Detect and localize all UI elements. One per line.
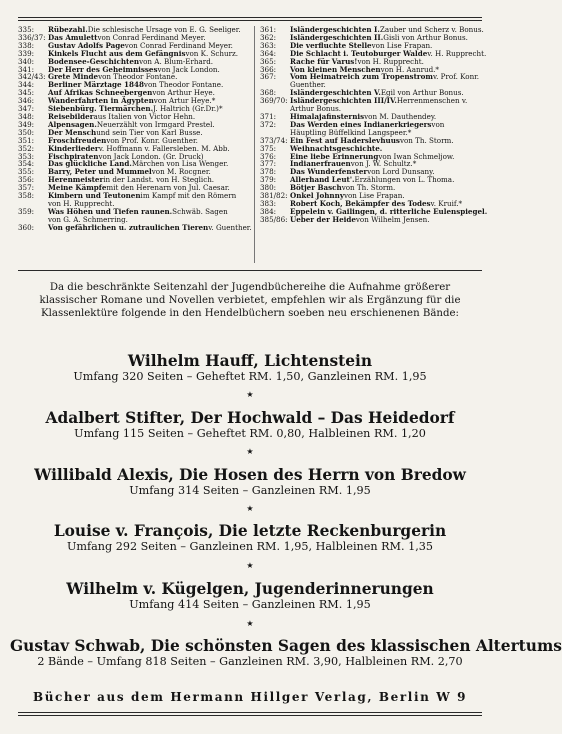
catalog-title: Bodensee-Geschichten xyxy=(48,56,140,66)
catalog-title: Vom Heimatreich zum Tropenstrom xyxy=(290,72,433,82)
catalog-details: und sein Tier von Karl Busse. xyxy=(96,127,203,137)
catalog-details: Erzählungen von L. Thoma. xyxy=(354,175,455,185)
bottom-rule xyxy=(18,712,482,713)
catalog-title: Die Schlacht i. Teutoburger Walde xyxy=(290,48,428,58)
catalog-title: Gustav Adolfs Page xyxy=(48,40,125,50)
catalog-number: 372: xyxy=(260,119,277,129)
catalog-number: 358: xyxy=(18,191,35,201)
catalog-details: von Lise Frapan. xyxy=(371,40,433,50)
catalog-details: v. Kruif.* xyxy=(430,198,463,208)
book-title: Adalbert Stifter, Der Hochwald – Das Heidedorf xyxy=(45,409,455,427)
catalog-number: 361: xyxy=(260,25,277,34)
catalog-number: 347: xyxy=(18,104,35,114)
catalog-title: Allerhand Leut'. xyxy=(290,175,355,185)
catalog-number: 344: xyxy=(18,80,35,90)
separator-star: ★ xyxy=(246,561,254,570)
book-details: Umfang 320 Seiten – Geheftet RM. 1,50, Ganzleinen RM. 1,95 xyxy=(73,370,427,383)
catalog-title: Kinderlieder xyxy=(48,143,99,153)
catalog-title: Ein Fest auf Haderslevhuus xyxy=(290,135,400,145)
catalog-title: Isländergeschichten II. xyxy=(290,32,384,42)
catalog-number: 345: xyxy=(18,88,35,98)
catalog-number: 356: xyxy=(18,175,35,185)
featured-book xyxy=(10,522,490,554)
column-divider xyxy=(254,26,255,263)
catalog-number: 336/37: xyxy=(18,32,46,42)
catalog-title: Von gefährlichen u. zutraulichen Tieren xyxy=(48,222,209,232)
catalog-details: Die schlesische Ursage von E. G. Seeliger. xyxy=(87,25,241,34)
catalog-number: 349: xyxy=(18,119,35,129)
catalog-number: 369/70: xyxy=(260,96,288,106)
catalog-title: Meine Kämpfe xyxy=(48,183,107,193)
catalog-details: von xyxy=(431,119,445,129)
catalog-number: 365: xyxy=(260,56,277,66)
catalog-details: von Lise Frapan. xyxy=(343,191,405,201)
catalog-title: Herenmeister xyxy=(48,175,104,185)
catalog-details: Herrenmenschen v. xyxy=(396,96,468,106)
catalog-details: Schwäb. Sagen xyxy=(172,206,228,216)
catalog-title: Alpensagen. xyxy=(48,119,97,129)
catalog-title: Das Wunderfenster xyxy=(290,167,368,177)
catalog-title: Isländergeschichten V. xyxy=(290,88,381,98)
book-details: Umfang 314 Seiten – Ganzleinen RM. 1,95 xyxy=(129,484,371,497)
catalog-number: 352: xyxy=(18,143,35,153)
catalog-number: 376: xyxy=(260,151,277,161)
catalog-title: Von kleinen Menschen xyxy=(290,64,381,74)
catalog-column-left xyxy=(18,26,250,232)
catalog-title: Himalajafinsternis xyxy=(290,111,365,121)
catalog-details: von Prof. Konr. Guenther. xyxy=(106,135,198,145)
catalog-title: Berliner Märztage 1848 xyxy=(48,80,144,90)
catalog-details: von M. Dauthendey. xyxy=(364,111,437,121)
catalog-title: Das Amulett xyxy=(48,32,98,42)
catalog-entry xyxy=(18,224,250,232)
catalog-number: 341: xyxy=(18,64,35,74)
book-details: 2 Bände – Umfang 818 Seiten – Ganzleinen RM. 3,90, Halbleinen RM. 2,70 xyxy=(37,655,463,668)
catalog-details: von A. Blum-Erhard. xyxy=(139,56,214,66)
catalog-title: Onkel Johnny xyxy=(290,191,344,201)
catalog-details: von Th. Storm. xyxy=(399,135,454,145)
catalog-details: von Iwan Schmeljow. xyxy=(378,151,455,161)
catalog-title: Indianerfrauen xyxy=(290,159,351,169)
catalog-number: 383: xyxy=(260,198,277,208)
catalog-number: 364: xyxy=(260,48,277,58)
catalog-number: 357: xyxy=(18,183,35,193)
book-title: Willibald Alexis, Die Hosen des Herrn von Bredow xyxy=(34,466,466,484)
catalog-column-right xyxy=(260,25,488,224)
catalog-details: v. Hoffmann v. Fallersleben. M. Abb. xyxy=(98,143,230,153)
catalog-details: von Jack London. xyxy=(157,64,220,74)
catalog-title: Bötjer Basch xyxy=(290,183,342,193)
catalog-details: aus Italien von Victor Hehn. xyxy=(93,111,196,121)
catalog-details: mit den Herenarn von Jul. Caesar. xyxy=(106,183,230,193)
catalog-number: 340: xyxy=(18,56,35,66)
catalog-number: 346: xyxy=(18,96,35,106)
catalog-details: in der Landst. von H. Steglich. xyxy=(103,175,215,185)
catalog-details: v. Prof. Konr. xyxy=(432,72,480,82)
catalog-number: 371: xyxy=(260,111,277,121)
catalog-details: Gisli von Arthur Bonus. xyxy=(383,32,468,42)
catalog-title: Ueber der Heide xyxy=(290,214,356,224)
catalog-details: von Lord Dunsany. xyxy=(367,167,435,177)
catalog-title: Was Höhen und Tiefen raunen. xyxy=(48,206,173,216)
catalog-title: Siebenbürg. Tiermärchen. xyxy=(48,104,154,114)
catalog-entry-continuation: Guenther. xyxy=(290,80,326,90)
catalog-title: Der Herr des Geheimnisses xyxy=(48,64,158,74)
catalog-entry-continuation: Häuptling Büffelkind Langspeer.* xyxy=(290,127,412,137)
catalog-number: 366: xyxy=(260,64,277,74)
catalog-title: Das glückliche Land. xyxy=(48,159,132,169)
catalog-entry-continuation: von H. Rupprecht. xyxy=(48,198,115,208)
catalog-title: Wanderfahrten in Ägypten xyxy=(48,96,154,106)
catalog-title: Barry, Peter und Mummel xyxy=(48,167,152,177)
catalog-number: 342/43: xyxy=(18,72,46,82)
book-title: Louise v. François, Die letzte Reckenburgerin xyxy=(53,522,447,540)
catalog-number: 375: xyxy=(260,143,277,153)
catalog-details: von Theodor Fontane. xyxy=(143,80,224,90)
catalog-details: von Arthur Heye. xyxy=(152,88,215,98)
catalog-title: Robert Koch, Bekämpfer des Todes xyxy=(290,198,431,208)
catalog-details: von H. Aanrud.* xyxy=(380,64,439,74)
top-rule xyxy=(18,17,482,18)
catalog-details: Zauber und Scherz v. Bonus. xyxy=(379,25,484,34)
featured-book xyxy=(10,466,490,498)
catalog-title: Auf Afrikas Schneebergen xyxy=(48,88,153,98)
catalog-entry xyxy=(260,216,482,224)
catalog-title: Eine liebe Erinnerung xyxy=(290,151,379,161)
catalog-title: Kimbern und Teutonen xyxy=(48,191,141,201)
catalog-number: 368: xyxy=(260,88,277,98)
catalog-details: Märchen von Lisa Wenger. xyxy=(131,159,229,169)
book-details: Umfang 292 Seiten – Ganzleinen RM. 1,95, Halbleinen RM. 1,35 xyxy=(66,540,434,553)
catalog-title: Eppelein v. Gailingen, d. ritterliche Eulenspiegel. xyxy=(290,206,488,216)
catalog-details: von Wilhelm Jensen. xyxy=(355,214,430,224)
catalog-details: von Th. Storm. xyxy=(341,183,396,193)
catalog-title: Das Werden eines Indianerkriegers xyxy=(290,119,432,129)
catalog-number: 355: xyxy=(18,167,35,177)
separator-star: ★ xyxy=(246,619,254,628)
catalog-title: Die verfluchte Stelle xyxy=(290,40,372,50)
catalog-number: 377: xyxy=(260,159,277,169)
catalog-details: von Conrad Ferdinand Meyer. xyxy=(124,40,233,50)
book-catalog xyxy=(18,25,488,263)
catalog-number: 350: xyxy=(18,127,35,137)
bottom-rule-inner xyxy=(18,715,482,716)
catalog-title: Froschfreuden xyxy=(48,135,107,145)
catalog-number: 381/82: xyxy=(260,191,288,201)
featured-book xyxy=(10,637,562,669)
featured-book xyxy=(10,580,490,612)
catalog-details: v. H. Rupprecht. xyxy=(427,48,487,58)
catalog-number: 348: xyxy=(18,111,35,121)
catalog-title: Fischpiraten xyxy=(48,151,99,161)
catalog-number: 373/74: xyxy=(260,135,288,145)
catalog-number: 360: xyxy=(18,222,35,232)
catalog-title: Der Mensch xyxy=(48,127,97,137)
catalog-title: Grete Minde xyxy=(48,72,99,82)
catalog-details: von K. Schurz. xyxy=(185,48,239,58)
book-title: Gustav Schwab, Die schönsten Sagen des klassischen Altertums xyxy=(10,637,562,655)
book-details: Umfang 414 Seiten – Ganzleinen RM. 1,95 xyxy=(129,598,371,611)
featured-book xyxy=(10,352,490,384)
catalog-number: 351: xyxy=(18,135,35,145)
catalog-title: Isländergeschichten I. xyxy=(290,25,380,34)
separator-star: ★ xyxy=(246,447,254,456)
catalog-details: von H. Rupprecht. xyxy=(357,56,424,66)
catalog-number: 354: xyxy=(18,159,35,169)
catalog-number: 359: xyxy=(18,206,35,216)
catalog-details: von Artur Heye.* xyxy=(153,96,216,106)
catalog-number: 339: xyxy=(18,48,35,58)
catalog-details: im Kampf mit den Römern xyxy=(140,191,237,201)
catalog-entry-continuation: von G. A. Schmerring. xyxy=(48,214,128,224)
catalog-details: von Conrad Ferdinand Meyer. xyxy=(97,32,206,42)
intro-paragraph: Da die beschränkte Seitenzahl der Jugendbüchereihe die Aufnahme größerer klassischer Romane und Novellen verbietet, empfehlen wir als Ergänzung für die Klassenlektüre folgende in den Hendelbüchern soeben neu erschienenen Bände: xyxy=(39,282,461,319)
catalog-number: 362: xyxy=(260,32,277,42)
catalog-number: 335: xyxy=(18,25,35,34)
featured-book xyxy=(10,409,490,441)
section-rule xyxy=(18,270,482,271)
catalog-number: 363: xyxy=(260,40,277,50)
catalog-details: von Theodor Fontane. xyxy=(98,72,178,82)
catalog-number: 385/86: xyxy=(260,214,288,224)
catalog-title: Rache für Varus! xyxy=(290,56,358,66)
catalog-title: Reisebilder xyxy=(48,111,94,121)
catalog-number: 338: xyxy=(18,40,35,50)
book-details: Umfang 115 Seiten – Geheftet RM. 0,80, Halbleinen RM. 1,20 xyxy=(74,427,426,440)
catalog-number: 384: xyxy=(260,206,277,216)
catalog-details: von M. Rocgner. xyxy=(151,167,211,177)
book-title: Wilhelm Hauff, Lichtenstein xyxy=(127,352,373,370)
book-title: Wilhelm v. Kügelgen, Jugenderinnerungen xyxy=(66,580,434,598)
catalog-number: 367: xyxy=(260,72,277,82)
catalog-number: 380: xyxy=(260,183,277,193)
separator-star: ★ xyxy=(246,504,254,513)
top-rule-inner xyxy=(18,20,482,21)
catalog-number: 353: xyxy=(18,151,35,161)
catalog-title: Kinkels Flucht aus dem Gefängnis xyxy=(48,48,186,58)
catalog-details: von Jack London. (Gr. Druck) xyxy=(98,151,204,161)
catalog-title: Rübezahl. xyxy=(48,25,88,34)
catalog-details: von J. W. Schultz.* xyxy=(350,159,417,169)
separator-star: ★ xyxy=(246,390,254,399)
catalog-number: 378: xyxy=(260,167,277,177)
catalog-details: Neuerzählt von Irmgard Prestel. xyxy=(96,119,215,129)
catalog-details: v. Guenther. xyxy=(208,222,252,232)
catalog-title: Isländergeschichten III/IV. xyxy=(290,96,397,106)
catalog-details: J. Haltrich (Gr.Dr.)* xyxy=(153,104,223,114)
catalog-number: 379: xyxy=(260,175,277,185)
publisher-footer: Bücher aus dem Hermann Hillger Verlag, Berlin W 9 xyxy=(32,690,468,704)
catalog-title: Weihnachtsgeschichte. xyxy=(290,143,383,153)
catalog-details: Egil von Arthur Bonus. xyxy=(380,88,464,98)
catalog-entry-continuation: Arthur Bonus. xyxy=(290,104,341,114)
